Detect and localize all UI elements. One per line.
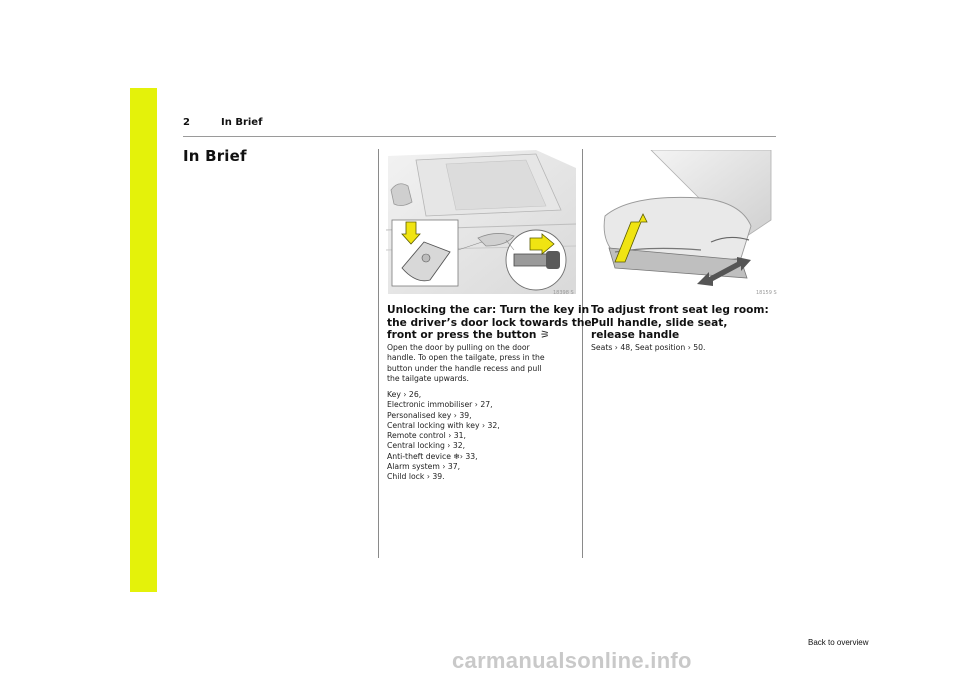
ref-label: Central locking [387,441,445,451]
unlock-button-icon: ⚞ [540,329,550,341]
heading-line: To adjust front seat leg room: [591,304,769,316]
door-unlock-illustration [386,150,576,294]
site-watermark: carmanualsonline.info [452,648,692,673]
ref-page: 33, [465,451,478,461]
illustration-number: 18159 S [756,290,777,296]
body-line: button under the handle recess and pull [387,363,542,373]
column-divider-right [582,149,583,558]
ref-label: Electronic immobiliser [387,400,473,410]
ref-arrow-icon: › [447,441,451,451]
ref-central-locking[interactable] [387,441,500,451]
body-line: Open the door by pulling on the door [387,343,530,352]
ref-label: Seat position [635,343,686,352]
ref-personalised-key[interactable] [387,411,500,421]
ref-page: 32, [452,441,466,451]
ref-immobiliser[interactable] [387,400,500,410]
ref-child-lock[interactable] [387,472,500,482]
ref-central-locking-key[interactable] [387,421,500,431]
ref-arrow-icon: › [614,343,618,352]
ref-label: Key [387,390,401,399]
ref-arrow-icon: › [403,390,407,399]
page-number: 2 [183,117,190,128]
illustration-number: 18398 S [553,290,574,296]
side-tab-strip [130,88,157,592]
ref-label: Child lock [387,472,425,482]
ref-label: Central locking with key [387,420,480,430]
ref-remote-control[interactable] [387,431,500,441]
ref-page: 50. [693,343,706,352]
body-line: the tailgate upwards. [387,373,469,383]
ref-arrow-icon: › [474,400,478,410]
running-head: In Brief [221,117,263,128]
heading-line: Unlocking the car: Turn the key in [387,304,590,316]
ref-arrow-icon: › [426,472,430,482]
ref-anti-theft[interactable] [387,452,500,462]
ref-arrow-icon: › [687,343,691,352]
ref-page: 27, [480,400,493,410]
section-title: In Brief [183,147,247,165]
seat-heading [591,304,769,342]
ref-page: 39, [459,410,472,420]
heading-text: front or press the button [387,329,537,341]
seat-references [591,343,705,353]
reference-list [387,390,500,483]
heading-line: Pull handle, slide seat, [591,316,728,329]
ref-arrow-icon: › [459,451,463,461]
ref-page: 26, [408,390,422,399]
ref-label: Anti-theft device [387,451,451,461]
back-to-overview-link[interactable]: Back to overview [808,638,869,647]
ref-alarm-system[interactable] [387,462,500,472]
ref-label: Remote control [387,431,446,441]
ref-label: Alarm system [387,462,440,472]
ref-key[interactable] [387,390,500,400]
header-rule [183,136,776,137]
column-divider-left [378,149,379,558]
unlock-heading [387,304,592,342]
heading-line: release handle [591,329,680,341]
ref-page: 39. [432,472,445,482]
heading-line [387,329,592,342]
heading-line: the driver’s door lock towards the [387,316,592,329]
body-line: handle. To open the tailgate, press in the [387,353,545,363]
ref-page: 37, [447,462,461,472]
ref-seats[interactable] [591,343,635,352]
seat-adjust-illustration [591,150,777,290]
ref-label: Personalised key [387,410,452,420]
ref-arrow-icon: › [442,462,446,472]
anti-theft-icon: ❄ [453,451,460,461]
ref-page: 48, [620,343,635,352]
unlock-body-text [387,343,545,384]
ref-label: Seats [591,343,613,352]
ref-seat-position[interactable] [635,343,705,352]
ref-arrow-icon: › [481,420,486,430]
ref-page: 31, [453,431,466,441]
ref-arrow-icon: › [448,431,452,441]
ref-page: 32, [487,420,500,430]
ref-arrow-icon: › [453,410,457,420]
